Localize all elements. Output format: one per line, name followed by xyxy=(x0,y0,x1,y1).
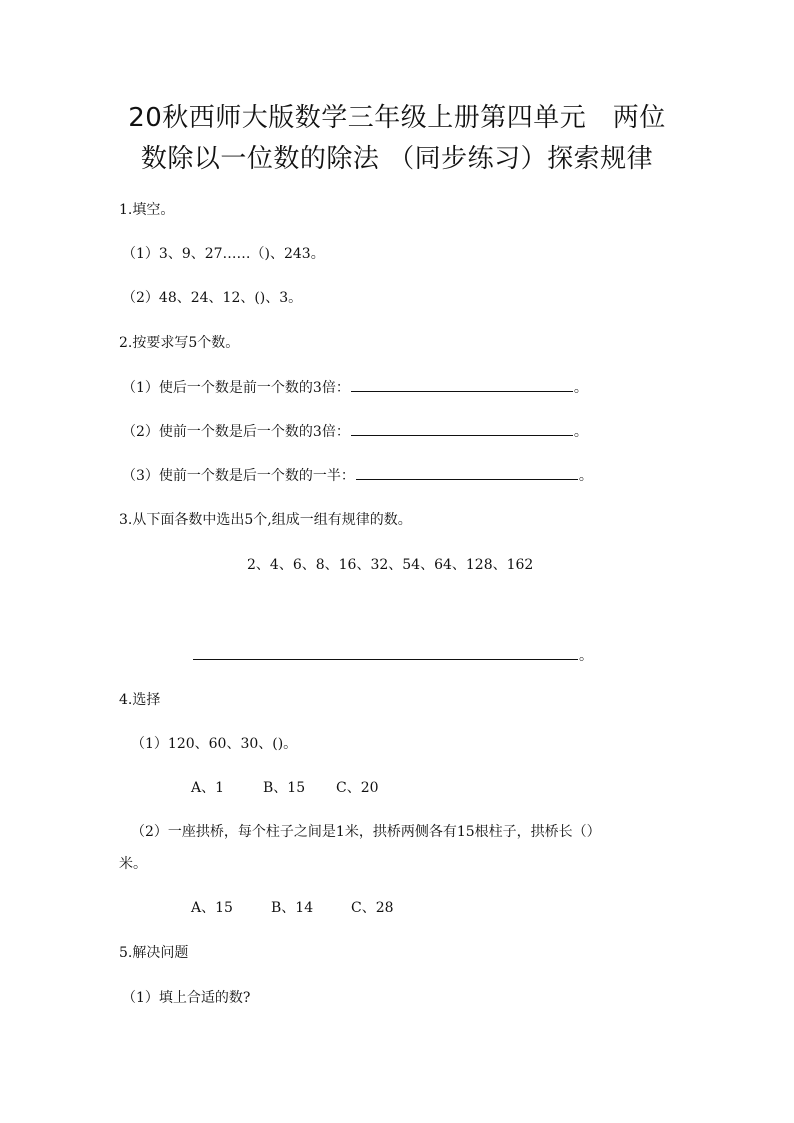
option-c: C、28 xyxy=(351,900,394,916)
option-c: C、20 xyxy=(336,780,379,796)
question-3-heading: 3.从下面各数中选出5个,组成一组有规律的数。 xyxy=(119,512,412,528)
question-1-item-1: （1）3、9、27……（)、243。 xyxy=(122,246,325,262)
end-mark: 。 xyxy=(573,380,588,396)
answer-blank[interactable] xyxy=(193,647,578,660)
answer-blank[interactable] xyxy=(356,467,578,480)
question-2-item-2-label: （2）使前一个数是后一个数的3倍： xyxy=(122,424,350,440)
option-a: A、1 xyxy=(191,780,225,796)
option-a: A、15 xyxy=(191,900,233,916)
question-4-sub-2-line-1: （2）一座拱桥，每个柱子之间是1米，拱桥两侧各有15根柱子，拱桥长（） xyxy=(131,824,601,840)
end-mark: 。 xyxy=(579,648,593,664)
question-2-item-3-label: （3）使前一个数是后一个数的一半： xyxy=(122,468,355,484)
answer-blank[interactable] xyxy=(351,423,573,436)
question-2-item-1 xyxy=(122,379,588,397)
question-2-item-1-label: （1）使后一个数是前一个数的3倍： xyxy=(122,380,350,396)
option-b: B、15 xyxy=(263,780,306,796)
question-2-heading: 2.按要求写5个数。 xyxy=(119,335,240,351)
end-mark: 。 xyxy=(578,468,593,484)
question-5-sub-1: （1）填上合适的数? xyxy=(122,990,251,1006)
question-4-heading: 4.选择 xyxy=(119,692,161,708)
question-1-heading: 1.填空。 xyxy=(119,202,175,218)
question-2-item-2 xyxy=(122,423,588,441)
question-3-answer-line xyxy=(192,647,593,665)
question-4-sub-2-line-2: 米。 xyxy=(119,856,147,872)
page-title-line-1: 20秋西师大版数学三年级上册第四单元 两位 xyxy=(128,103,666,133)
question-5-heading: 5.解决问题 xyxy=(119,945,189,961)
question-2-item-3 xyxy=(122,467,593,485)
end-mark: 。 xyxy=(573,424,588,440)
question-1-item-2: （2）48、24、12、()、3。 xyxy=(122,290,303,306)
option-b: B、14 xyxy=(271,900,314,916)
question-4-sub-1: （1）120、60、30、()。 xyxy=(131,736,298,752)
answer-blank[interactable] xyxy=(351,379,573,392)
question-3-number-list: 2、4、6、8、16、32、54、64、128、162 xyxy=(247,557,534,573)
page-title-line-2: 数除以一位数的除法 （同步练习）探索规律 xyxy=(140,144,654,174)
